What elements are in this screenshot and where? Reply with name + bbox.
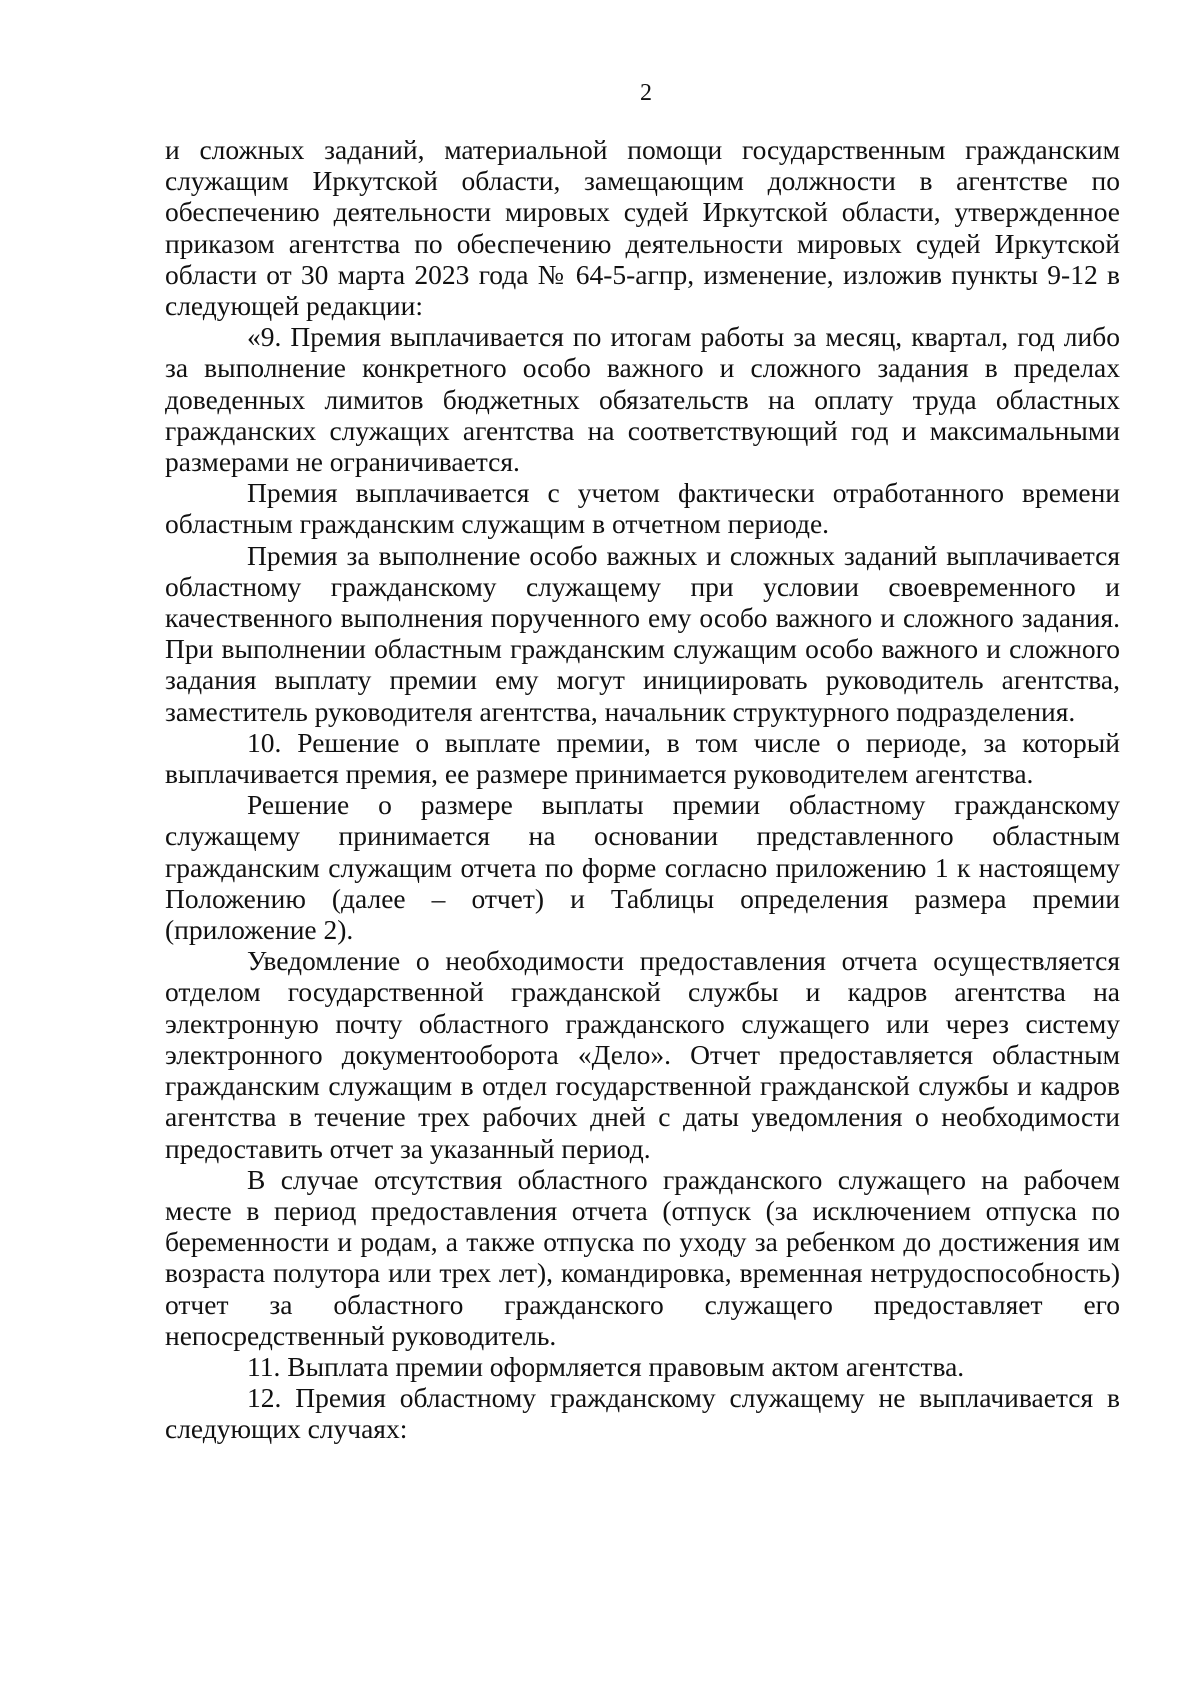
paragraph-notification: Уведомление о необходимости предоставления отчета осуществляется отделом государственной гражданской службы и кадров агентства на электронную почту областного гражданского служащего или через систему электронного документооборота «Дело». Отчет предоставляется областным гражданским служащим в отдел государственной гражданской службы и кадров агентства в течение трех рабочих дней с даты уведомления о необходимости предоставить отчет за указанный период. [165,945,1120,1164]
paragraph-worked-time: Премия выплачивается с учетом фактически отработанного времени областным гражданским служащим в отчетном периоде. [165,477,1120,540]
paragraph-item-10: 10. Решение о выплате премии, в том числе о периоде, за который выплачивается премия, ее размере принимается руководителем агентства. [165,726,1120,790]
page-number: 2 [640,80,652,106]
paragraph-item-9: «9. Премия выплачивается по итогам работы за месяц, квартал, год либо за выполнение конкретного особо важного и сложного задания в пределах доведенных лимитов бюджетных обязательств на оплату труда областных гражданских служащих агентства на соответствующий год и максимальными размерами не ограничивается. [165,321,1120,478]
paragraph-bonus-decision: Решение о размере выплаты премии областному гражданскому служащему принимается на основании представленного областным гражданским служащим отчета по форме согласно приложению 1 к настоящему Положению (далее – отчет) и Таблицы определения размера премии (приложение 2). [165,789,1120,946]
paragraph-absence: В случае отсутствия областного гражданского служащего на рабочем месте в период предоставления отчета (отпуск (за исключением отпуска по беременности и родам, а также отпуска по уходу за ребенком до достижения им возраста полутора или трех лет), командировка, временная нетрудоспособность) отчет за областного гражданского служащего предоставляет его непосредственный руководитель. [165,1163,1120,1351]
document-body [165,134,1120,1445]
paragraph-item-12: 12. Премия областному гражданскому служащему не выплачивается в следующих случаях: [165,1382,1120,1445]
paragraph-intro: и сложных заданий, материальной помощи государственным гражданским служащим Иркутской области, замещающим должности в агентстве по обеспечению деятельности мировых судей Иркутской области, утвержденное приказом агентства по обеспечению деятельности мировых судей Иркутской области от 30 марта 2023 года № 64-5-агпр, изменение, изложив пункты 9-12 в следующей редакции: [165,134,1120,322]
paragraph-item-11: 11. Выплата премии оформляется правовым актом агентства. [247,1350,965,1382]
paragraph-special-tasks: Премия за выполнение особо важных и сложных заданий выплачивается областному гражданскому служащему при условии своевременного и качественного выполнения порученного ему особо важного и сложного задания. При выполнении областным гражданским служащим особо важного и сложного задания выплату премии ему могут инициировать руководитель агентства, заместитель руководителя агентства, начальник структурного подразделения. [165,539,1120,727]
